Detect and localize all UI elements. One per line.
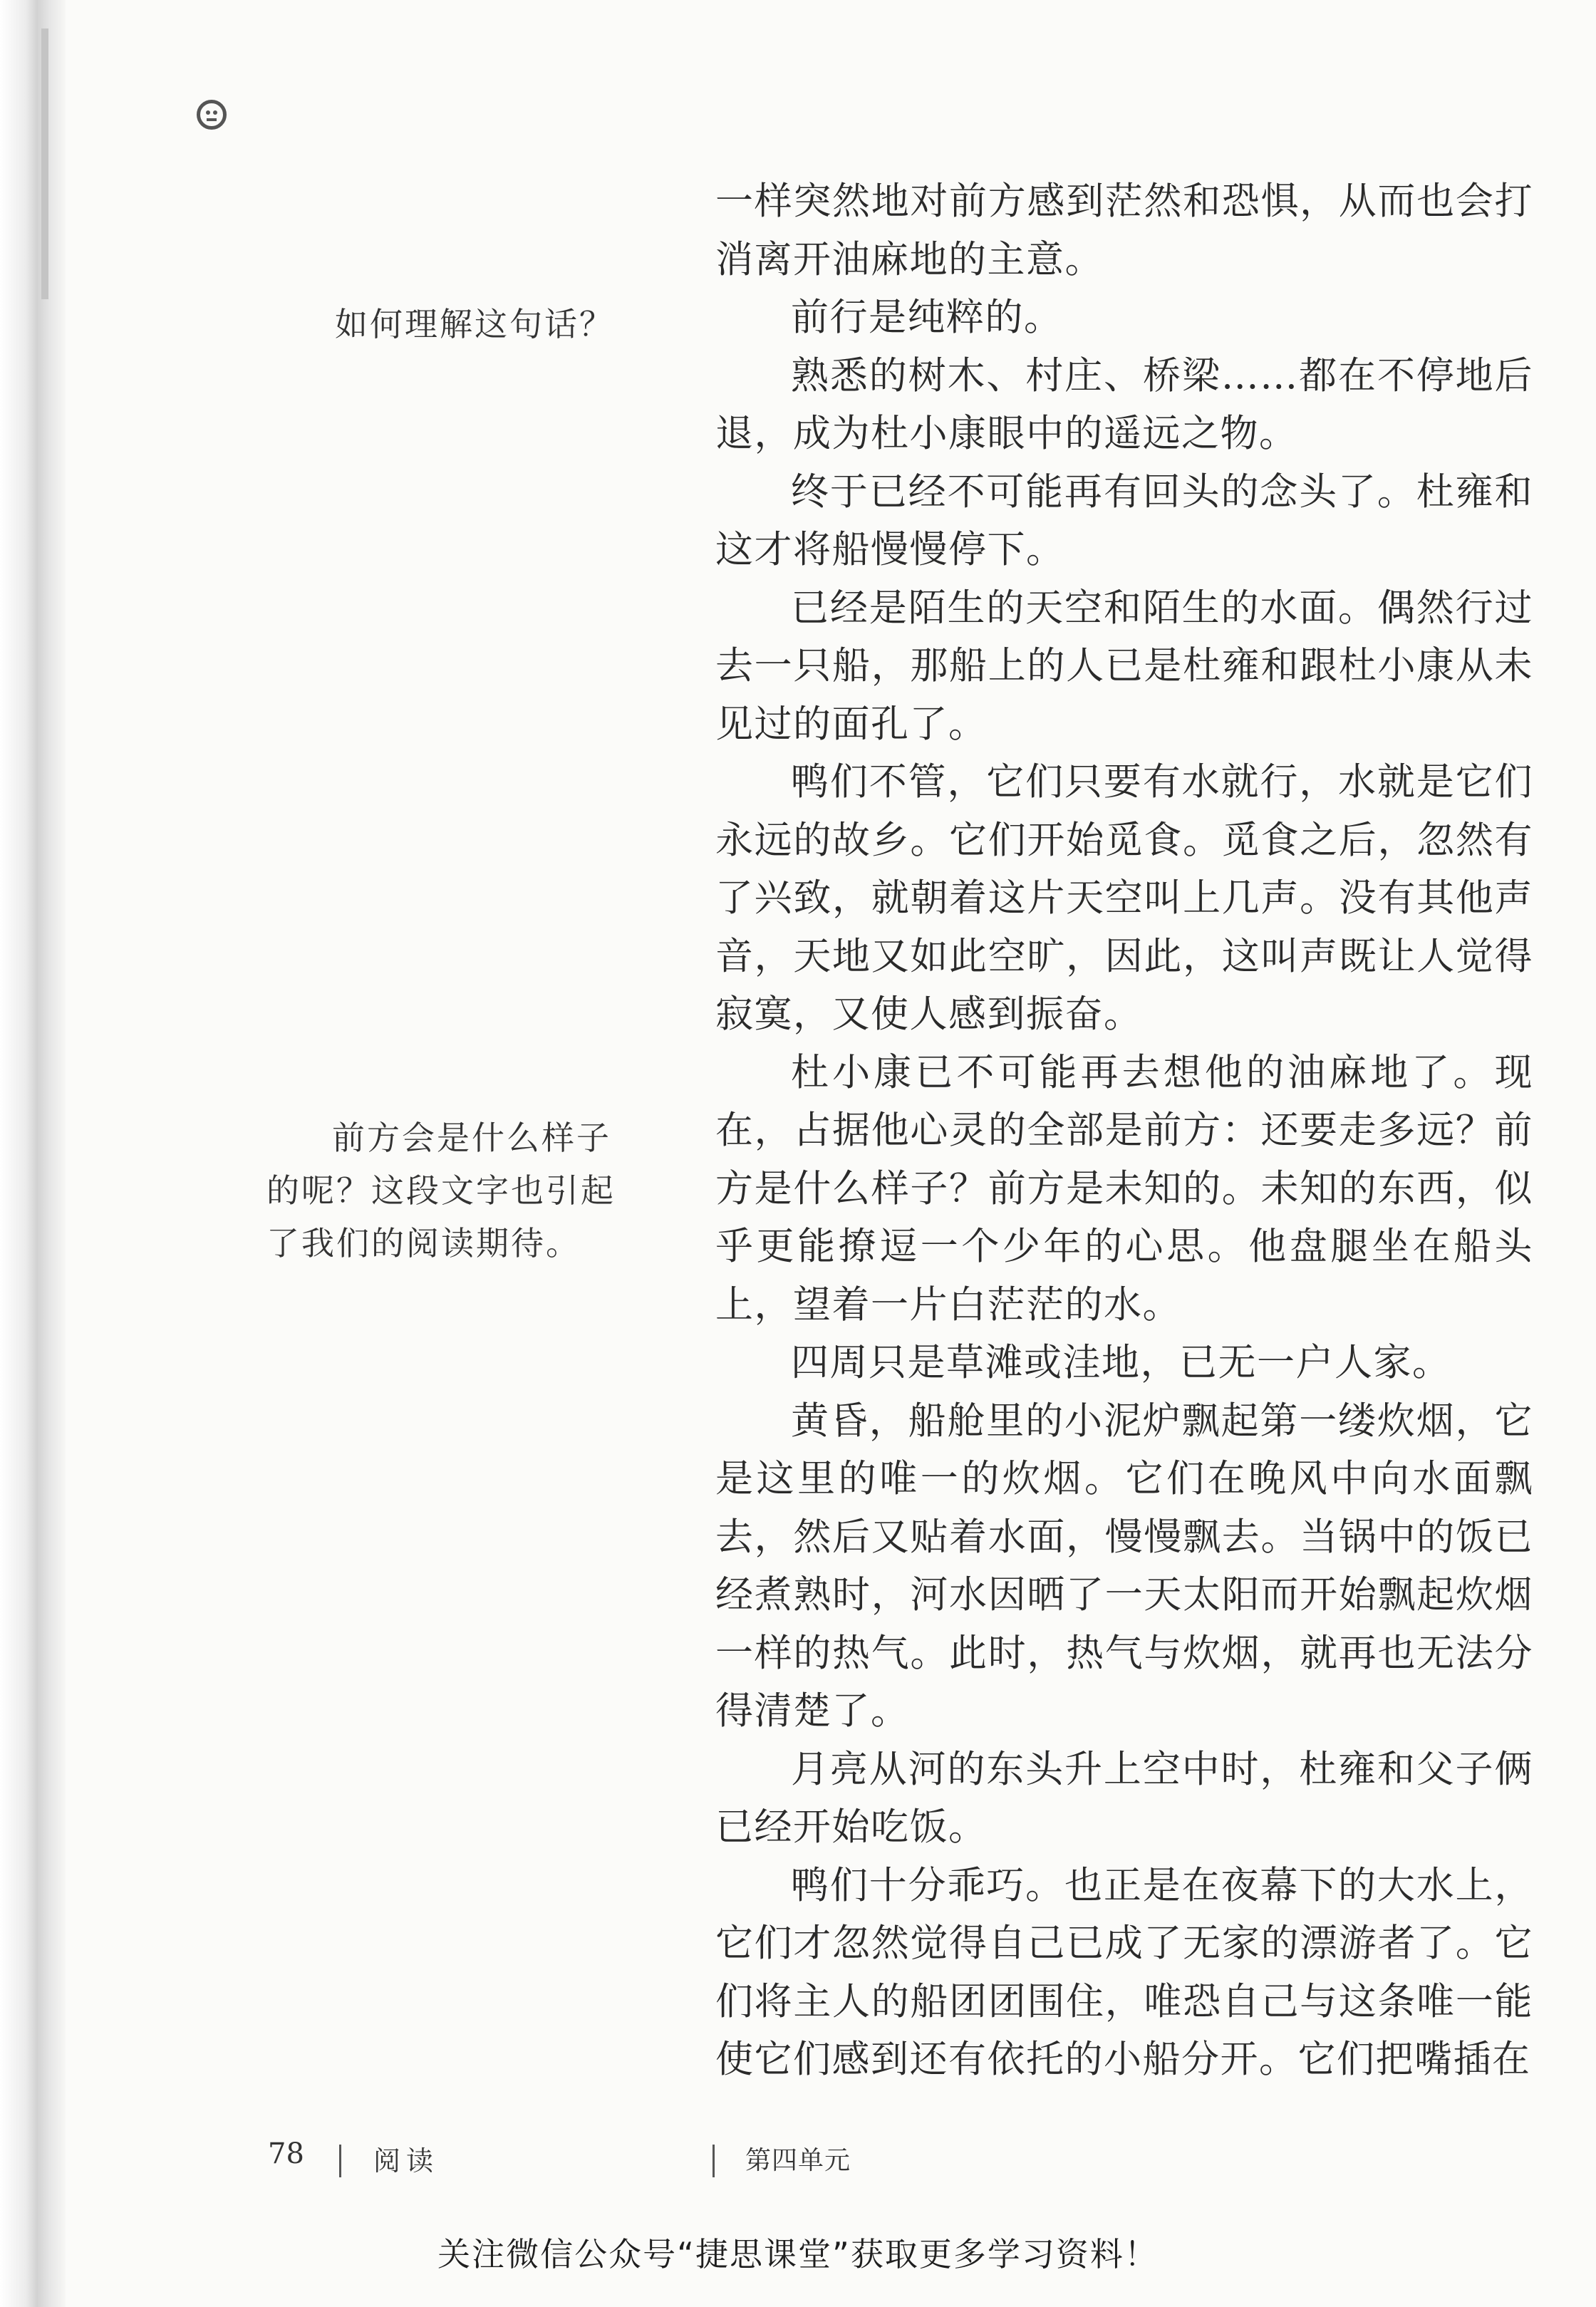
paragraph: 终于已经不可能再有回头的念头了。杜雍和这才将船慢慢停下。	[715, 470, 1533, 571]
watermark-text: 关注微信公众号“捷思课堂”获取更多学习资料！	[437, 2235, 1159, 2274]
paragraph: 四周只是草滩或洼地，已无一户人家。	[791, 1341, 1451, 1384]
page-number: 78	[268, 2137, 304, 2170]
paragraph: 一样突然地对前方感到茫然和恐惧，从而也会打消离开油麻地的主意。	[715, 180, 1533, 281]
margin-note: 前方会是什么样子的呢？这段文字也引起了我们的阅读期待。	[266, 1119, 616, 1263]
paragraph: 杜小康已不可能再去想他的油麻地了。现在，占据他心灵的全部是前方：还要走多远？前方是什么样子？前方是未知的。未知的东西，似乎更能撩逗一个少年的心思。他盘腿坐在船头上，望着一片白茫茫的水。	[715, 1050, 1533, 1327]
paragraph: 前行是纯粹的。	[791, 296, 1063, 339]
paragraph: 鸭们十分乖巧。也正是在夜幕下的大水上，它们才忽然觉得自己已成了无家的漂游者了。它们将主人的船团团围住，唯恐自己与这条唯一能使它们感到还有依托的小船分开。它们把嘴插在	[715, 1863, 1533, 2081]
unit-label: 第四单元	[745, 2146, 851, 2175]
footer-divider	[712, 2145, 715, 2177]
paragraph: 月亮从河的东头升上空中时，杜雍和父子俩已经开始吃饭。	[715, 1747, 1533, 1849]
paragraph: 熟悉的树木、村庄、桥梁……都在不停地后退，成为杜小康眼中的遥远之物。	[715, 353, 1533, 455]
paragraph: 鸭们不管，它们只要有水就行，水就是它们永远的故乡。它们开始觅食。觅食之后，忽然有了兴致，就朝着这片天空叫上几声。没有其他声音，天地又如此空旷，因此，这叫声既让人觉得寂寞，又使人感到振奋。	[715, 760, 1533, 1036]
body-text	[715, 172, 1533, 2089]
footer-divider	[339, 2145, 341, 2177]
page-gutter	[0, 0, 66, 2307]
page-footer	[0, 2137, 1596, 2180]
binding-shadow	[41, 28, 48, 299]
section-label: 阅读	[373, 2145, 440, 2177]
margin-note: 如何理解这句话？	[335, 305, 614, 343]
paragraph: 已经是陌生的天空和陌生的水面。偶然行过去一只船，那船上的人已是杜雍和跟杜小康从未见过的面孔了。	[715, 586, 1533, 746]
face-icon	[197, 100, 227, 130]
paragraph: 黄昏，船舱里的小泥炉飘起第一缕炊烟，它是这里的唯一的炊烟。它们在晚风中向水面飘去，然后又贴着水面，慢慢飘去。当锅中的饭已经煮熟时，河水因晒了一天太阳而开始飘起炊烟一样的热气。此时，热气与炊烟，就再也无法分得清楚了。	[715, 1399, 1533, 1733]
